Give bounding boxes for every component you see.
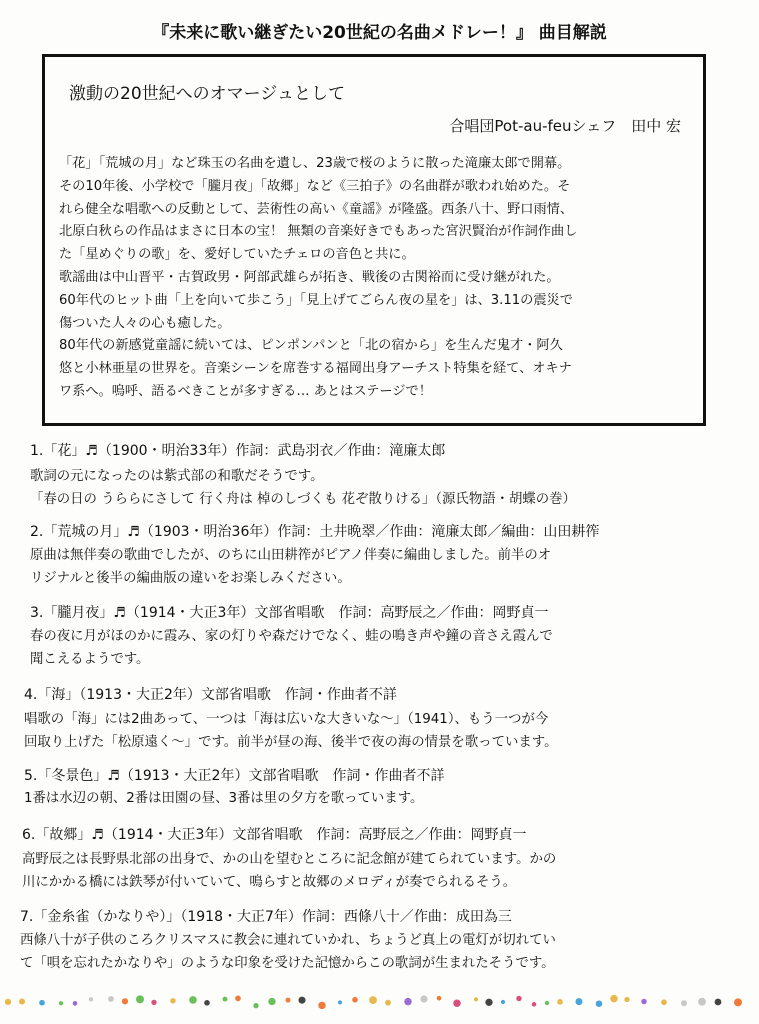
song-item <box>30 602 740 671</box>
decorative-dot <box>661 999 667 1005</box>
decorative-dot <box>39 1000 45 1006</box>
song-note: 歌詞の元になったのは紫式部の和歌だそうです。 「春の日の うららにさして 行く舟は 棹のしづくも 花ぞ散りける」（源氏物語・胡蝶の巻） <box>30 469 576 507</box>
decorative-dot <box>318 1002 325 1009</box>
decorative-dot <box>338 1000 342 1004</box>
song-item <box>20 906 730 975</box>
decorative-dot <box>286 998 291 1003</box>
song-heading: 1.「花」♬（1900・明治33年）作詞：武島羽衣／作曲：滝廉太郎 <box>30 443 446 459</box>
song-item <box>22 824 732 894</box>
decorative-dot <box>474 997 478 1001</box>
essay-paragraph: 80年代の新感覚童謡に続いては、ピンポンパンと「北の宿から」を生んだ鬼才・阿久 悠と小林亜星の世界を。音楽シーンを席巻する福岡出身アーチスト特集を経て、オキナ ワ系へ。嗚呼、語るべきことが多すぎる… あとはステージで！ <box>59 338 572 399</box>
song-note: 1番は水辺の朝、2番は田園の昼、3番は里の夕方を歌っています。 <box>24 791 424 806</box>
song-note: 唱歌の「海」には2曲あって、一つは「海は広いな大きいな〜」（1941）、もう一つが今 回取り上げた「松原遠く〜」です。前半が昼の海、後半で夜の海の情景を歌っています。 <box>24 712 558 750</box>
song-item <box>30 440 740 511</box>
essay-box <box>42 54 706 426</box>
decorative-dot <box>734 998 742 1006</box>
essay-author: 合唱団Pot-au-feuシェフ 田中 宏 <box>449 117 681 135</box>
song-heading: 2.「荒城の月」♬（1903・明治36年）作詞：土井晩翠／作曲：滝廉太郎／編曲：山田耕筰 <box>30 524 600 540</box>
decorative-dot <box>545 1001 549 1005</box>
song-note: 原曲は無伴奏の歌曲でしたが、のちに山田耕筰がピアノ伴奏に編曲しました。前半のオ リジナルと後半の編曲版の違いをお楽しみください。 <box>30 548 552 586</box>
decorative-dot <box>204 1000 210 1006</box>
decorative-dot <box>624 997 629 1002</box>
decorative-dot <box>89 997 93 1001</box>
decorative-dot <box>108 996 114 1002</box>
song-note: 高野辰之は長野県北部の出身で、かの山を望むところに記念館が建てられています。かの 川にかかる橋には鉄琴が付いていて、鳴らすと故郷のメロディが奏でられるそう。 <box>22 852 557 890</box>
decorative-dot <box>298 997 305 1004</box>
decorative-dot <box>122 998 128 1004</box>
decorative-dot <box>557 999 563 1005</box>
essay-paragraph: 「花」「荒城の月」など珠玉の名曲を遺し、23歳で桜のように散った滝廉太郎で開幕。 その10年後、小学校で「朧月夜」「故郷」など《三拍子》の名曲群が歌われ始めた。そ れら健全な唱歌への反動として、芸術性の高い《童謡》が隆盛。西条八十、野口雨情、 北原白秋らの作品はまさに日本の宝！ 無類の音楽好きでもあった宮沢賢治が作詞作曲し た「星めぐりの歌」を、愛好していたチェロの音色と共に。 <box>59 156 578 263</box>
decorative-dot <box>369 996 377 1004</box>
decorative-dot <box>19 999 25 1005</box>
decorative-dot <box>610 995 618 1003</box>
decorative-dot <box>453 1000 460 1007</box>
song-item <box>24 765 734 810</box>
decorative-dot <box>268 998 275 1005</box>
song-note: 春の夜に月がほのかに霞み、家の灯りや森だけでなく、蛙の鳴き声や鐘の音さえ霞んで 聞こえるようです。 <box>30 629 553 667</box>
decorative-dot <box>715 999 722 1006</box>
decorative-dot <box>136 995 144 1003</box>
decorative-dot <box>253 1003 258 1008</box>
decorative-dot <box>59 1001 63 1005</box>
decorative-dot <box>501 1000 505 1004</box>
decorative-dot <box>641 999 647 1005</box>
decorative-dot <box>437 996 442 1001</box>
song-heading: 6.「故郷」♬（1914・大正3年）文部省唱歌 作詞：高野辰之／作曲：岡野貞一 <box>22 827 527 843</box>
essay-paragraph: 歌謡曲は中山晋平・古賀政男・阿部武雄らが拓き、戦後の古関裕而に受け継がれた。 60年代のヒット曲「上を向いて歩こう」「見上げてごらん夜の星を」は、3.11の震災で 傷ついた人々の心も癒した。 <box>59 269 573 331</box>
song-item <box>24 684 734 754</box>
decorative-dot <box>73 1001 78 1006</box>
decorative-dot <box>698 998 706 1006</box>
decorative-dot <box>385 1000 391 1006</box>
decorative-dot <box>223 997 228 1002</box>
song-heading: 4.「海」（1913・大正2年）文部省唱歌 作詞・作曲者不詳 <box>24 687 397 703</box>
decorative-dot <box>352 997 358 1003</box>
decorative-dot <box>5 999 11 1005</box>
song-item <box>30 521 740 590</box>
decorative-dot <box>189 996 197 1004</box>
page-title: 『未来に歌い継ぎたい20世紀の名曲メドレー！』 曲目解説 <box>152 23 607 43</box>
decorative-dot <box>596 1000 603 1007</box>
essay-heading: 激動の20世紀へのオマージュとして <box>69 84 345 104</box>
decorative-dot <box>420 995 427 1002</box>
decorative-dot <box>516 996 521 1001</box>
decorative-dot <box>170 998 175 1003</box>
decorative-dot <box>404 998 411 1005</box>
song-note: 西條八十が子供のころクリスマスに教会に連れていかれ、ちょうど真上の電灯が切れてい て「唄を忘れたかなりや」のような印象を受けた記憶からこの歌詞が生まれたそうです。 <box>20 933 556 971</box>
decorative-dot <box>532 1002 537 1007</box>
decorative-dot <box>681 1000 687 1006</box>
decorative-dot <box>151 1000 156 1005</box>
essay-body <box>59 153 695 404</box>
decorative-dot <box>576 998 583 1005</box>
decorative-dot <box>485 999 492 1006</box>
decorative-dot <box>235 996 241 1002</box>
song-heading: 7.「金糸雀（かなりや）」（1918・大正7年）作詞：西條八十／作曲：成田為三 <box>20 909 512 925</box>
song-heading: 3.「朧月夜」♬（1914・大正3年）文部省唱歌 作詞：高野辰之／作曲：岡野貞一 <box>30 605 549 621</box>
decorative-dot-border <box>0 994 759 1024</box>
song-heading: 5.「冬景色」♬（1913・大正2年）文部省唱歌 作詞・作曲者不詳 <box>24 768 445 784</box>
